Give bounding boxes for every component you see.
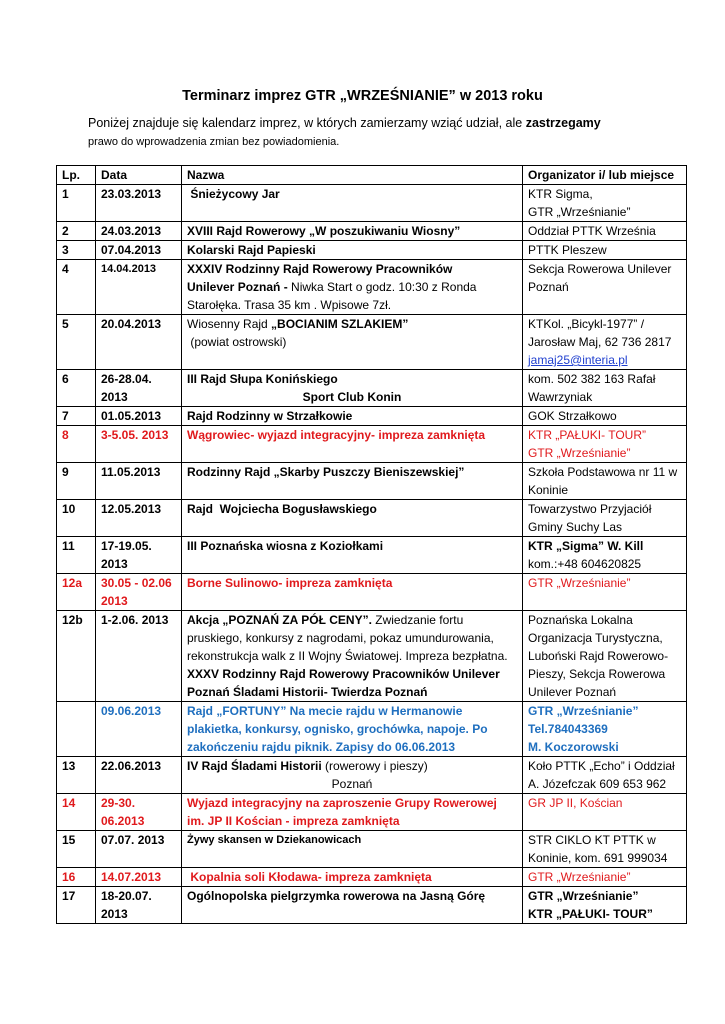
name-bold: Akcja „POZNAŃ ZA PÓŁ CENY”. (187, 613, 372, 627)
name-line-2: (powiat ostrowski) (187, 335, 287, 349)
intro-bold: zastrzegamy (525, 116, 601, 130)
row-org (523, 315, 687, 370)
org-line: GTR „Wrześnianie” (528, 446, 631, 460)
row-date: 29-30. 06.2013 (96, 794, 182, 831)
org-line: GTR „Wrześnianie” (528, 889, 639, 903)
table-row (57, 500, 687, 537)
name-normal: Wiosenny Rajd (187, 317, 272, 331)
row-name: Wyjazd integracyjny na zaproszenie Grupy Rowerowej im. JP II Kościan - impreza zamknięta (182, 794, 523, 831)
row-org: GTR „Wrześnianie” (523, 868, 687, 887)
row-date: 18-20.07. 2013 (96, 887, 182, 924)
row-lp: 8 (57, 426, 96, 463)
intro-line-2: prawo do wprowadzenia zmian bez powiadomienia. (88, 136, 340, 148)
row-org (523, 426, 687, 463)
row-date: 01.05.2013 (96, 407, 182, 426)
name-normal: Zwiedzanie fortu pruskiego, konkursy z nagrodami, pokaz umundurowania, rekonstrukcja walk z II Wojny Światowej. Impreza bezpłatna. (187, 613, 508, 663)
table-row (57, 426, 687, 463)
row-date: 22.06.2013 (96, 757, 182, 794)
row-org (523, 887, 687, 924)
row-name: Rajd Wojciecha Bogusławskiego (182, 500, 523, 537)
row-lp: 7 (57, 407, 96, 426)
row-lp: 3 (57, 241, 96, 260)
row-org: kom. 502 382 163 Rafał Wawrzyniak (523, 370, 687, 407)
row-lp: 12a (57, 574, 96, 611)
row-lp: 15 (57, 831, 96, 868)
row-org: Oddział PTTK Września (523, 222, 687, 241)
row-name: Wągrowiec- wyjazd integracyjny- impreza zamknięta (182, 426, 523, 463)
org-line: KTR „PAŁUKI- TOUR” (528, 428, 647, 442)
table-header-row (57, 166, 687, 185)
row-date: 1-2.06. 2013 (96, 611, 182, 702)
row-org: PTTK Pleszew (523, 241, 687, 260)
row-name (182, 757, 523, 794)
row-name (182, 260, 523, 315)
table-row (57, 260, 687, 315)
row-name: Rodzinny Rajd „Skarby Puszczy Bieniszewskiej” (182, 463, 523, 500)
name-normal: Niwka Start o godz. 10:30 z Ronda Starołęka. Trasa 35 km . Wpisowe 7zł. (187, 280, 477, 312)
name-bold-2: Unilever Poznań - (187, 280, 292, 294)
row-org: Poznańska Lokalna Organizacja Turystyczna, Luboński Rajd Rowerowo-Pieszy, Sekcja Rowerowa Unilever Poznań (523, 611, 687, 702)
row-date: 20.04.2013 (96, 315, 182, 370)
row-date: 30.05 - 02.06 2013 (96, 574, 182, 611)
org-line: GTR „Wrześnianie” (528, 704, 639, 718)
row-name: Śnieżycowy Jar (182, 185, 523, 222)
header-nazwa: Nazwa (182, 166, 523, 185)
header-lp: Lp. (57, 166, 96, 185)
table-row (57, 794, 687, 831)
name-line-2: Sport Club Konin (302, 390, 402, 404)
row-date: 17-19.05. 2013 (96, 537, 182, 574)
table-row (57, 537, 687, 574)
table-row (57, 831, 687, 868)
row-org: STR CIKLO KT PTTK w Koninie, kom. 691 999034 (523, 831, 687, 868)
row-lp: 13 (57, 757, 96, 794)
row-lp: 16 (57, 868, 96, 887)
row-org (523, 537, 687, 574)
row-name: Borne Sulinowo- impreza zamknięta (182, 574, 523, 611)
row-date: 23.03.2013 (96, 185, 182, 222)
row-lp: 6 (57, 370, 96, 407)
row-name: III Poznańska wiosna z Koziołkami (182, 537, 523, 574)
name-bold: „BOCIANIM SZLAKIEM” (271, 317, 409, 331)
row-name: Ogólnopolska pielgrzymka rowerowa na Jasną Górę (182, 887, 523, 924)
row-name: Rajd Rodzinny w Strzałkowie (182, 407, 523, 426)
row-date: 14.07.2013 (96, 868, 182, 887)
header-data: Data (96, 166, 182, 185)
row-date: 07.07. 2013 (96, 831, 182, 868)
name-bold: IV Rajd Śladami Historii (187, 759, 322, 773)
row-lp: 14 (57, 794, 96, 831)
row-lp: 4 (57, 260, 96, 315)
row-date: 11.05.2013 (96, 463, 182, 500)
org-line: KTKol. „Bicykl-1977” / (528, 317, 645, 331)
table-row (57, 868, 687, 887)
org-line: Jarosław Maj, 62 736 2817 (528, 335, 672, 349)
org-line: KTR „Sigma” W. Kill (528, 539, 644, 553)
row-lp: 10 (57, 500, 96, 537)
row-org: GOK Strzałkowo (523, 407, 687, 426)
name-line-2: Poznań (331, 777, 373, 791)
row-org (523, 702, 687, 757)
table-row (57, 315, 687, 370)
row-lp: 17 (57, 887, 96, 924)
table-row (57, 702, 687, 757)
table-row (57, 241, 687, 260)
row-lp: 9 (57, 463, 96, 500)
row-name (182, 315, 523, 370)
name-normal: (rowerowy i pieszy) (321, 759, 428, 773)
row-org: Towarzystwo Przyjaciół Gminy Suchy Las (523, 500, 687, 537)
row-date: 07.04.2013 (96, 241, 182, 260)
row-lp: 1 (57, 185, 96, 222)
email-link[interactable]: jamaj25@interia.pl (528, 353, 628, 367)
table-row (57, 611, 687, 702)
header-org: Organizator i/ lub miejsce (523, 166, 687, 185)
table-row (57, 574, 687, 611)
table-row (57, 887, 687, 924)
row-org: Szkoła Podstawowa nr 11 w Koninie (523, 463, 687, 500)
name-bold-2: XXXV Rodzinny Rajd Rowerowy Pracowników Unilever Poznań Śladami Historii- Twierdza Poznań (187, 667, 500, 699)
row-name (182, 370, 523, 407)
row-name: Rajd „FORTUNY” Na mecie rajdu w Hermanowie plakietka, konkursy, ognisko, grochówka, napoje. Po zakończeniu rajdu piknik. Zapisy do 06.06.2013 (182, 702, 523, 757)
row-org: Sekcja Rowerowa Unilever Poznań (523, 260, 687, 315)
row-org (523, 185, 687, 222)
row-date: 12.05.2013 (96, 500, 182, 537)
row-lp: 11 (57, 537, 96, 574)
org-line: M. Koczorowski (528, 740, 619, 754)
row-org: Koło PTTK „Echo” i Oddział A. Józefczak 609 653 962 (523, 757, 687, 794)
row-date: 26-28.04. 2013 (96, 370, 182, 407)
org-line: Tel.784043369 (528, 722, 608, 736)
name-line: III Rajd Słupa Konińskiego (187, 372, 338, 386)
table-row (57, 757, 687, 794)
row-name: Kopalnia soli Kłodawa- impreza zamknięta (182, 868, 523, 887)
page-title: Terminarz imprez GTR „WRZEŚNIANIE” w 2013 roku (182, 88, 543, 104)
row-lp: 5 (57, 315, 96, 370)
name-bold: XXXIV Rodzinny Rajd Rowerowy Pracowników (187, 262, 453, 276)
row-name (182, 611, 523, 702)
row-lp: 2 (57, 222, 96, 241)
table-row (57, 185, 687, 222)
schedule-table (56, 165, 687, 924)
row-lp: 12b (57, 611, 96, 702)
table-row (57, 222, 687, 241)
row-name: Żywy skansen w Dziekanowicach (182, 831, 523, 868)
org-line: GTR „Wrześnianie” (528, 205, 631, 219)
org-line: kom.:+48 604620825 (528, 557, 642, 571)
row-org: GR JP II, Kościan (523, 794, 687, 831)
row-date: 09.06.2013 (96, 702, 182, 757)
table-row (57, 463, 687, 500)
row-lp (57, 702, 96, 757)
intro-text: Poniżej znajduje się kalendarz imprez, w których zamierzamy wziąć udział, ale (88, 116, 526, 130)
table-row (57, 370, 687, 407)
row-name: XVIII Rajd Rowerowy „W poszukiwaniu Wiosny” (182, 222, 523, 241)
intro-line-1 (88, 116, 601, 130)
table-row (57, 407, 687, 426)
org-line: KTR „PAŁUKI- TOUR” (528, 907, 653, 921)
row-org: GTR „Wrześnianie” (523, 574, 687, 611)
row-date: 24.03.2013 (96, 222, 182, 241)
row-name: Kolarski Rajd Papieski (182, 241, 523, 260)
row-date: 3-5.05. 2013 (96, 426, 182, 463)
org-line: KTR Sigma, (528, 187, 593, 201)
row-date: 14.04.2013 (96, 260, 182, 315)
